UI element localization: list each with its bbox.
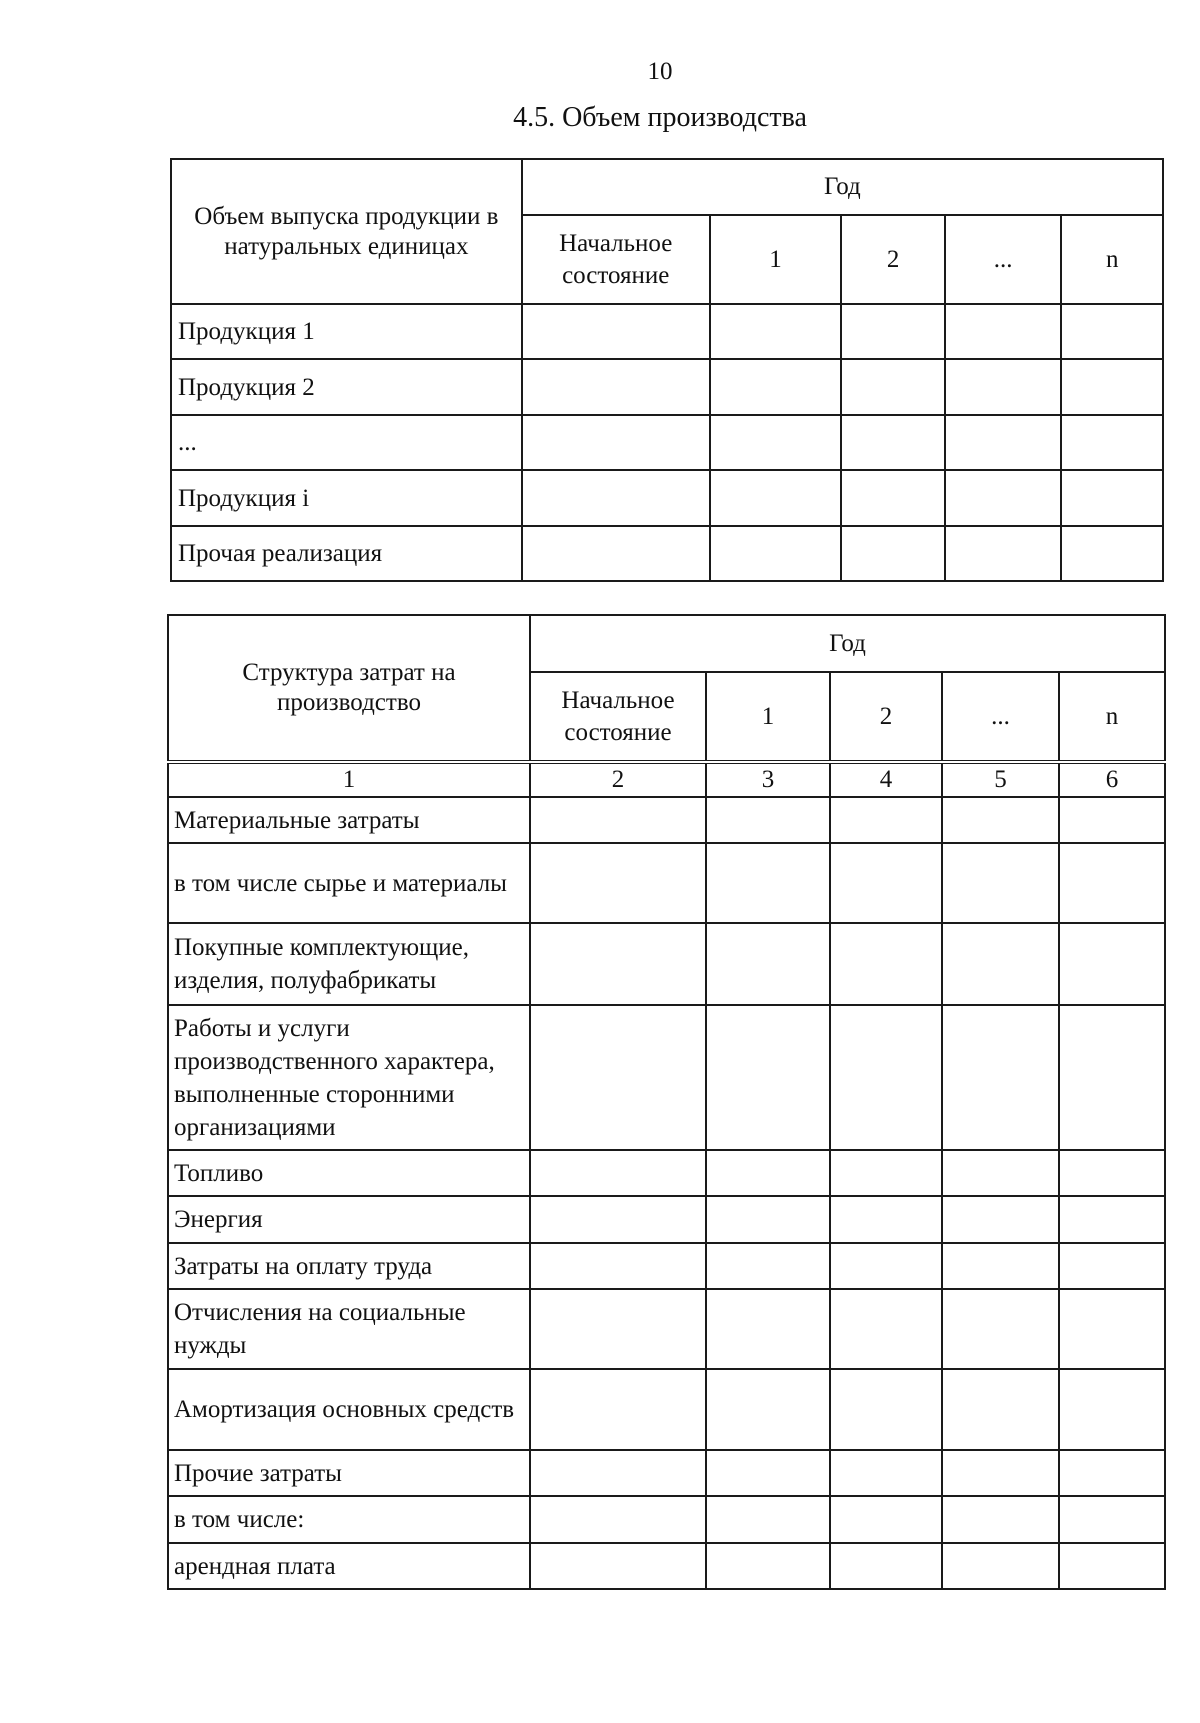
table-cell xyxy=(945,359,1062,415)
row-header: Структура затрат на производство xyxy=(168,615,530,762)
table-row xyxy=(168,1543,1165,1589)
col-header-year-n: n xyxy=(1059,672,1165,762)
table-cell xyxy=(942,1243,1059,1289)
table-cell xyxy=(530,1369,706,1450)
table-cell xyxy=(1059,1196,1165,1243)
table-cell xyxy=(706,1289,830,1369)
row-label: Топливо xyxy=(168,1150,530,1196)
column-number: 4 xyxy=(830,762,942,797)
table-cell xyxy=(522,415,710,470)
table-cell xyxy=(522,526,710,581)
table-cell xyxy=(942,1150,1059,1196)
table-cell xyxy=(942,923,1059,1005)
table-cell xyxy=(710,470,842,526)
row-label: Энергия xyxy=(168,1196,530,1243)
year-header: Год xyxy=(522,159,1163,215)
table-cell xyxy=(830,1450,942,1496)
table-row xyxy=(168,923,1165,1005)
table-cell xyxy=(706,1150,830,1196)
table-cell xyxy=(841,304,945,359)
year-header: Год xyxy=(530,615,1165,672)
col-header-year-2: 2 xyxy=(841,215,945,304)
table-cell xyxy=(530,1243,706,1289)
row-label: Прочая реализация xyxy=(171,526,522,581)
column-number: 2 xyxy=(530,762,706,797)
table-row xyxy=(171,304,1163,359)
table-cell xyxy=(706,1543,830,1589)
table-row xyxy=(168,1496,1165,1543)
row-label: Амортизация основных средств xyxy=(168,1369,530,1450)
table-cell xyxy=(1059,1496,1165,1543)
table-cell xyxy=(942,1496,1059,1543)
table-cell xyxy=(530,923,706,1005)
column-number-row xyxy=(168,762,1165,797)
table-cell xyxy=(522,304,710,359)
table-cell xyxy=(945,526,1062,581)
col-header-ellipsis: ... xyxy=(942,672,1059,762)
table-cell xyxy=(942,1450,1059,1496)
row-label: Материальные затраты xyxy=(168,797,530,843)
table-cell xyxy=(522,470,710,526)
table-cell xyxy=(830,923,942,1005)
row-label: в том числе: xyxy=(168,1496,530,1543)
table-cell xyxy=(1061,526,1163,581)
col-header-initial: Начальное состояние xyxy=(522,215,710,304)
table-cell xyxy=(522,359,710,415)
table-cell xyxy=(1059,1243,1165,1289)
table-cell xyxy=(710,415,842,470)
table-row xyxy=(168,1196,1165,1243)
table-cell xyxy=(830,797,942,843)
table-row xyxy=(171,415,1163,470)
table-cell xyxy=(706,1369,830,1450)
row-label: Работы и услуги производственного характера, выполненные сторонними организациями xyxy=(168,1005,530,1150)
table-cell xyxy=(530,1496,706,1543)
col-header-year-1: 1 xyxy=(710,215,842,304)
row-label: Прочие затраты xyxy=(168,1450,530,1496)
section-title: 4.5. Объем производства xyxy=(513,102,807,133)
table-cell xyxy=(530,1543,706,1589)
table-cell xyxy=(830,1369,942,1450)
table-cell xyxy=(945,470,1062,526)
table-cell xyxy=(830,1496,942,1543)
table-cell xyxy=(942,1543,1059,1589)
table-cell xyxy=(530,1005,706,1150)
table-row xyxy=(171,526,1163,581)
table-row xyxy=(168,1005,1165,1150)
table-cell xyxy=(1059,1450,1165,1496)
table-cell xyxy=(1059,797,1165,843)
table-cell xyxy=(530,843,706,923)
table-row xyxy=(168,1150,1165,1196)
table-cell xyxy=(1059,843,1165,923)
table-cell xyxy=(1059,1150,1165,1196)
table-cell xyxy=(942,1369,1059,1450)
table-cell xyxy=(706,1005,830,1150)
column-number: 5 xyxy=(942,762,1059,797)
table-cell xyxy=(530,1150,706,1196)
table-cell xyxy=(942,1289,1059,1369)
row-label: ... xyxy=(171,415,522,470)
page-number: 10 xyxy=(647,58,673,85)
table-cell xyxy=(530,1289,706,1369)
table-cell xyxy=(830,1005,942,1150)
table-cell xyxy=(1059,1369,1165,1450)
table-cell xyxy=(530,1196,706,1243)
table-cell xyxy=(830,1289,942,1369)
row-label: в том числе сырье и материалы xyxy=(168,843,530,923)
table-cell xyxy=(530,1450,706,1496)
table-cell xyxy=(841,359,945,415)
table-row xyxy=(171,359,1163,415)
table-cell xyxy=(1061,415,1163,470)
table-row xyxy=(168,797,1165,843)
row-label: Покупные комплектующие, изделия, полуфабрикаты xyxy=(168,923,530,1005)
column-number: 1 xyxy=(168,762,530,797)
table-cell xyxy=(841,470,945,526)
table-row xyxy=(168,1369,1165,1450)
table-cell xyxy=(1059,1005,1165,1150)
table-cell xyxy=(706,1243,830,1289)
table-row xyxy=(168,1243,1165,1289)
table-cell xyxy=(1059,923,1165,1005)
table-cell xyxy=(1061,359,1163,415)
production-volume-table xyxy=(170,158,1164,582)
column-number: 6 xyxy=(1059,762,1165,797)
col-header-year-2: 2 xyxy=(830,672,942,762)
row-header: Объем выпуска продукции в натуральных единицах xyxy=(171,159,522,304)
table-cell xyxy=(706,1196,830,1243)
row-label: арендная плата xyxy=(168,1543,530,1589)
table-cell xyxy=(830,1196,942,1243)
table-cell xyxy=(530,797,706,843)
row-label: Продукция 1 xyxy=(171,304,522,359)
table-cell xyxy=(1061,470,1163,526)
table-cell xyxy=(830,1243,942,1289)
table-cell xyxy=(706,797,830,843)
row-label: Продукция i xyxy=(171,470,522,526)
col-header-initial: Начальное состояние xyxy=(530,672,706,762)
table-cell xyxy=(945,304,1062,359)
table-cell xyxy=(942,843,1059,923)
table-cell xyxy=(706,1450,830,1496)
table-cell xyxy=(706,923,830,1005)
table-row xyxy=(168,1450,1165,1496)
table-cell xyxy=(830,1543,942,1589)
column-number: 3 xyxy=(706,762,830,797)
table-row xyxy=(168,843,1165,923)
table-cell xyxy=(942,1196,1059,1243)
table-cell xyxy=(710,304,842,359)
table-cell xyxy=(1059,1289,1165,1369)
row-label: Продукция 2 xyxy=(171,359,522,415)
table-cell xyxy=(710,359,842,415)
table-cell xyxy=(706,843,830,923)
table-cell xyxy=(942,1005,1059,1150)
col-header-year-1: 1 xyxy=(706,672,830,762)
table-cell xyxy=(841,415,945,470)
cost-structure-table xyxy=(167,614,1166,1590)
col-header-ellipsis: ... xyxy=(945,215,1062,304)
table-cell xyxy=(841,526,945,581)
table-cell xyxy=(830,1150,942,1196)
row-label: Отчисления на социальные нужды xyxy=(168,1289,530,1369)
table-cell xyxy=(1059,1543,1165,1589)
row-label: Затраты на оплату труда xyxy=(168,1243,530,1289)
table-cell xyxy=(710,526,842,581)
col-header-year-n: n xyxy=(1061,215,1163,304)
table-row xyxy=(168,1289,1165,1369)
table-cell xyxy=(706,1496,830,1543)
table-cell xyxy=(1061,304,1163,359)
table-cell xyxy=(945,415,1062,470)
table-cell xyxy=(830,843,942,923)
table-row xyxy=(171,470,1163,526)
table-cell xyxy=(942,797,1059,843)
